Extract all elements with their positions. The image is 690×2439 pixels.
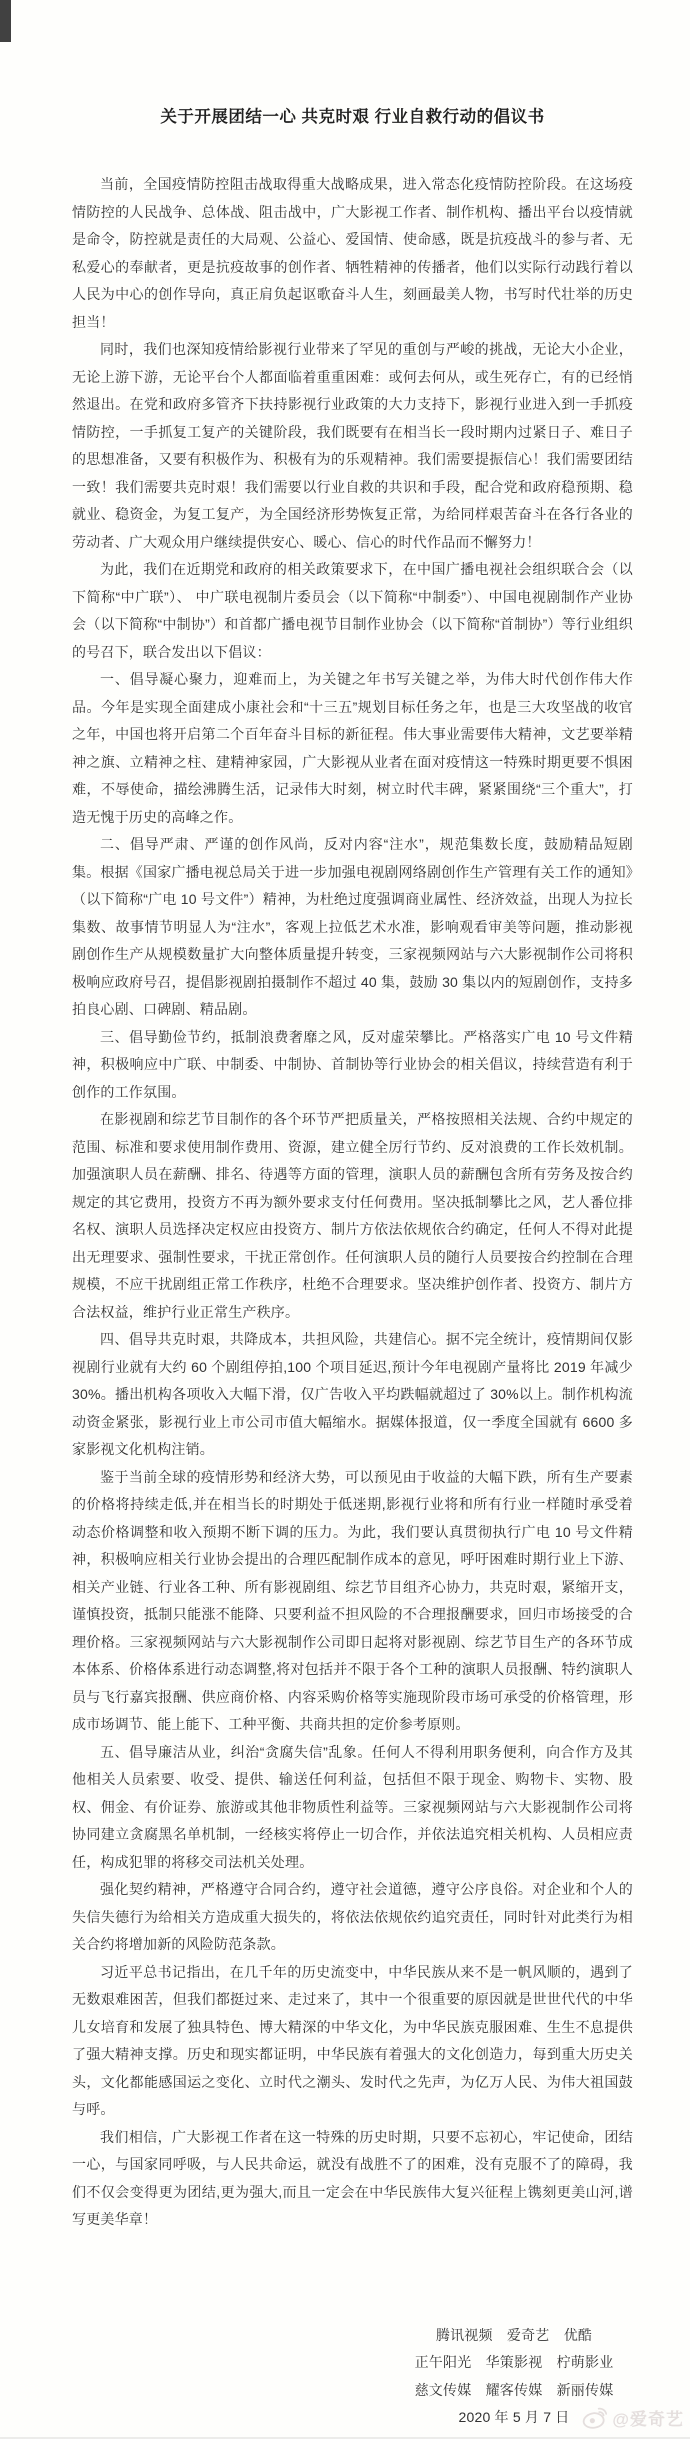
paragraph-contract-spirit: 强化契约精神，严格遵守合同合约，遵守社会道德，遵守公序良俗。对企业和个人的失信失德行为给相关方造成重大损失的，将依法依规依约追究责任，同时针对此类行为相关合约将增加新的风险防范条款。: [72, 1881, 633, 1952]
document-title: 关于开展团结一心 共克时艰 行业自救行动的倡议书: [160, 108, 545, 126]
paragraph-intro-2: 同时，我们也深知疫情给影视行业带来了罕见的重创与严峻的挑战，无论大小企业，无论上游下游，无论平台个人都面临着重重困难：或何去何从，或生死存亡，有的已经悄然退出。在党和政府多管齐下扶持影视行业政策的大力支持下，影视行业进入到一手抓疫情防控，一手抓复工复产的关键阶段，我们既要有在相当长一段时期内过紧日子、难日子的思想准备，又要有积极作为、积极有为的乐观精神。我们需要提振信心！我们需要团结一致！我们需要共克时艰！我们需要以行业自救的共识和手段，配合党和政府稳预期、稳就业、稳资金，为复工复产，为全国经济形势恢复正常，为给同样艰苦奋斗在各行各业的劳动者、广大观众用户继续提供安心、暖心、信心的时代作品而不懈努力！: [72, 341, 633, 550]
signature-line-studios-1: 正午阳光 华策影视 柠萌影业: [414, 2354, 614, 2370]
paragraph-initiative-3: 三、倡导勤俭节约，抵制浪费奢靡之风，反对虚荣攀比。严格落实广电 10 号文件精神，积极响应中广联、中制委、中制协、首制协等行业协会的相关倡议，持续营造有利于创作的工作氛围。: [72, 1028, 633, 1100]
paragraph-intro-1: 当前，全国疫情防控阻击战取得重大战略成果，进入常态化疫情防控阶段。在这场疫情防控的人民战争、总体战、阻击战中，广大影视工作者、制作机构、播出平台以疫情就是命令，防控就是责任的大局观、公益心、爱国情、使命感，既是抗疫战斗的参与者、无私爱心的奉献者，更是抗疫故事的创作者、牺牲精神的传播者，他们以实际行动践行着以人民为中心的创作导向，真正肩负起讴歌奋斗人生，刻画最美人物，书写时代壮举的历史担当！: [72, 176, 633, 330]
paragraph-intro-3: 为此，我们在近期党和政府的相关政策要求下，在中国广播电视社会组织联合会（以下简称“中广联”）、 中广联电视制片委员会（以下简称“中制委”）、中国电视剧制作产业协会（以下简称“中制协”）和首都广播电视节目制作业协会（以下简称“首制协”）等行业组织的号召下，联合发出以下倡议：: [72, 561, 633, 660]
weibo-watermark: [582, 2405, 684, 2430]
paragraph-quote: 习近平总书记指出，在几千年的历史流变中，中华民族从来不是一帆风顺的，遇到了无数艰难困苦，但我们都挺过来、走过来了，其中一个很重要的原因就是世世代代的中华儿女培育和发展了独具特色、博大精深的中华文化，为中华民族克服困难、生生不息提供了强大精神支撑。历史和现实都证明，中华民族有着强大的文化创造力，每到重大历史关头，文化都能感国运之变化、立时代之潮头、发时代之先声，为亿万人民、为伟大祖国鼓与呼。: [72, 1963, 633, 2117]
paragraph-closing: 我们相信，广大影视工作者在这一特殊的历史时期，只要不忘初心，牢记使命，团结一心，与国家同呼吸，与人民共命运，就没有战胜不了的困难，没有克服不了的障碍，我们不仅会变得更为团结,更为强大,而且一定会在中华民族伟大复兴征程上镌刻更美山河,谱写更美华章！: [72, 2128, 633, 2227]
paragraph-initiative-3-detail: 在影视剧和综艺节目制作的各个环节严把质量关，严格按照相关法规、合约中规定的范围、标准和要求使用制作费用、资源，建立健全厉行节约、反对浪费的工作长效机制。加强演职人员在薪酬、排名、待遇等方面的管理，演职人员的薪酬包含所有劳务及按合约规定的其它费用，投资方不再为额外要求支付任何费用。坚决抵制攀比之风，艺人番位排名权、演职人员选择决定权应由投资方、制片方依法依规依合约确定，任何人不得对此提出无理要求、强制性要求，干扰正常创作。任何演职人员的随行人员要按合约控制在合理规模，不应干扰剧组正常工作秩序，杜绝不合理要求。坚决维护创作者、投资方、制片方合法权益，维护行业正常生产秩序。: [72, 1111, 633, 1320]
paragraph-initiative-4: 四、倡导共克时艰，共降成本，共担风险，共建信心。据不完全统计，疫情期间仅影视剧行业就有大约 60 个剧组停拍,100 个项目延迟,预计今年电视剧产量将比 2019 年减少 30%。播出机构各项收入大幅下滑，仅广告收入平均跌幅就超过了 30%以上。制作机构流动资金紧张，影视行业上市公司市值大幅缩水。据媒体报道，仅一季度全国就有 6600 多家影视文化机构注销。: [72, 1331, 633, 1457]
signature-date: 2020 年 5 月 7 日: [458, 2409, 570, 2425]
screenshot-edge-artifact: [0, 0, 11, 42]
paragraph-initiative-2: 二、倡导严肃、严谨的创作风尚，反对内容“注水”，规范集数长度，鼓励精品短剧集。根据《国家广播电视总局关于进一步加强电视剧网络剧创作生产管理有关工作的通知》（以下简称“广电 10 号文件”）精神，为杜绝过度强调商业属性、经济效益，出现人为拉长集数、故事情节明显人为“注水”，客观上拉低艺术水准，影响观看审美等问题，推动影视剧创作生产从规模数量扩大向整体质量提升转变，三家视频网站与六大影视制作公司将积极响应政府号召，提倡影视剧拍摄制作不超过 40 集，鼓励 30 集以内的短剧创作，支持多拍良心剧、口碑剧、精品剧。: [72, 836, 633, 1017]
weibo-icon: [582, 2406, 609, 2429]
paragraph-initiative-5: 五、倡导廉洁从业，纠治“贪腐失信”乱象。任何人不得利用职务便利，向合作方及其他相关人员索要、收受、提供、输送任何利益，包括但不限于现金、购物卡、实物、股权、佣金、有价证券、旅游或其他非物质性利益等。三家视频网站与六大影视制作公司将协同建立贪腐黑名单机制，一经核实将停止一切合作，并依法追究相关机构、人员相应责任，构成犯罪的将移交司法机关处理。: [72, 1743, 633, 1870]
signature-line-platforms: 腾讯视频 爱奇艺 优酷: [435, 2326, 593, 2343]
paragraph-initiative-4-detail: 鉴于当前全球的疫情形势和经济大势，可以预见由于收益的大幅下跌，所有生产要素的价格将持续走低,并在相当长的时期处于低迷期,影视行业将和所有行业一样随时承受着动态价格调整和收入预期不断下调的压力。为此，我们要认真贯彻执行广电 10 号文件精神，积极响应相关行业协会提出的合理匹配制作成本的意见，呼吁困难时期行业上下游、相关产业链、行业各工种、所有影视剧组、综艺节目组齐心协力，共克时艰，紧缩开支，谨慎投资，抵制只能涨不能降、只要利益不担风险的不合理报酬要求，回归市场接受的合理价格。三家视频网站与六大影视制作公司即日起将对影视剧、综艺节目生产的各环节成本体系、价格体系进行动态调整,将对包括并不限于各个工种的演职人员报酬、特约演职人员与飞行嘉宾报酬、供应商价格、内容采购价格等实施现阶段市场可承受的价格管理，形成市场调节、能上能下、工种平衡、共商共担的定价参考原则。: [72, 1468, 633, 1732]
signature-line-studios-2: 慈文传媒 耀客传媒 新丽传媒: [414, 2381, 614, 2398]
watermark-text: @爱奇艺: [612, 2410, 684, 2429]
paragraph-initiative-1: 一、倡导凝心聚力，迎难而上，为关键之年书写关键之举，为伟大时代创作伟大作品。今年是实现全面建成小康社会和“十三五”规划目标任务之年，也是三大攻坚战的收官之年，中国也将开启第二个百年奋斗目标的新征程。伟大事业需要伟大精神，文艺要举精神之旗、立精神之柱、建精神家园，广大影视从业者在面对疫情这一特殊时期更要不惧困难，不辱使命，描绘沸腾生活，记录伟大时刻，树立时代丰碑，紧紧围绕“三个重大”，打造无愧于历史的高峰之作。: [72, 671, 633, 825]
